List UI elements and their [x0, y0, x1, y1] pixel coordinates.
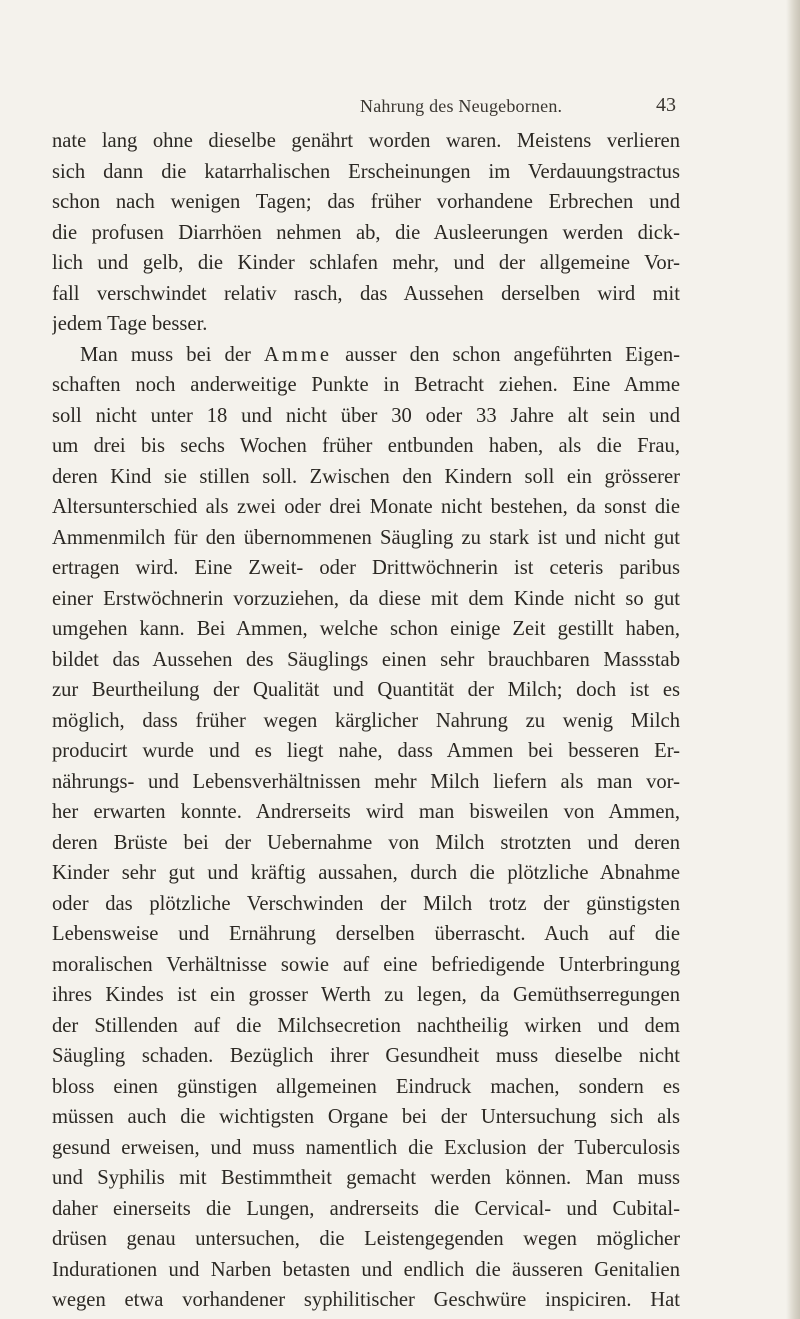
text-line: Ammenmilch für den übernommenen Säugling zu stark ist und nicht gut [52, 526, 680, 549]
text-line: schaften noch anderweitige Punkte in Betracht ziehen. Eine Amme [52, 374, 680, 396]
text-line: moralischen Verhältnisse sowie auf eine befriedigende Unterbringung [52, 953, 680, 976]
text-line: umgehen kann. Bei Ammen, welche schon einige Zeit gestillt haben, [52, 618, 680, 640]
text-line: möglich, dass früher wegen kärglicher Nahrung zu wenig Milch [52, 709, 680, 732]
running-title: Nahrung des Neugebornen. [360, 96, 563, 116]
text-line: schon nach wenigen Tagen; das früher vorhandene Erbrechen und [52, 191, 680, 213]
text-line: und Syphilis mit Bestimmtheit gemacht werden können. Man muss [52, 1167, 680, 1189]
running-header [360, 96, 676, 120]
text-line: Lebensweise und Ernährung derselben überrascht. Auch auf die [52, 923, 680, 945]
text-line [52, 340, 680, 371]
text-line: soll nicht unter 18 und nicht über 30 oder 33 Jahre alt sein und [52, 404, 680, 427]
text-line: ihres Kindes ist ein grosser Werth zu legen, da Gemüthserregungen [52, 984, 680, 1006]
text-line: um drei bis sechs Wochen früher entbunden haben, als die Frau, [52, 435, 680, 457]
text-line: deren Brüste bei der Uebernahme von Milch strotzten und deren [52, 831, 680, 854]
text-line: jedem Tage besser. [52, 313, 208, 335]
text-line: Altersunterschied als zwei oder drei Monate nicht bestehen, da sonst die [52, 496, 680, 518]
text-line: bildet das Aussehen des Säuglings einen sehr brauchbaren Massstab [52, 648, 680, 671]
text-line: Kinder sehr gut und kräftig aussahen, durch die plötzliche Abnahme [52, 862, 680, 884]
text-line: Indurationen und Narben betasten und endlich die äusseren Genitalien [52, 1258, 680, 1281]
text-line: drüsen genau untersuchen, die Leistengegenden wegen möglicher [52, 1228, 680, 1250]
text-line: der Stillenden auf die Milchsecretion nachtheilig wirken und dem [52, 1014, 680, 1037]
text-line: bloss einen günstigen allgemeinen Eindruck machen, sondern es [52, 1075, 680, 1098]
text-line: Säugling schaden. Bezüglich ihrer Gesundheit muss dieselbe nicht [52, 1045, 680, 1067]
body-text [52, 126, 680, 1316]
text-line: oder das plötzliche Verschwinden der Milch trotz der günstigsten [52, 892, 680, 915]
text-line: daher einerseits die Lungen, andrerseits die Cervical- und Cubital- [52, 1197, 680, 1220]
text-line: müssen auch die wichtigsten Organe bei der Untersuchung sich als [52, 1106, 680, 1128]
text-line: zur Beurtheilung der Qualität und Quantität der Milch; doch ist es [52, 679, 680, 701]
text-line: einer Erstwöchnerin vorzuziehen, da diese mit dem Kinde nicht so gut [52, 587, 680, 610]
text-line: producirt wurde und es liegt nahe, dass Ammen bei besseren Er- [52, 740, 680, 762]
text-line: deren Kind sie stillen soll. Zwischen den Kindern soll ein grösserer [52, 465, 680, 488]
text-line: nate lang ohne dieselbe genährt worden waren. Meistens verlieren [52, 130, 680, 152]
text-line: nährungs- und Lebensverhältnissen mehr Milch liefern als man vor- [52, 770, 680, 793]
page-number: 43 [656, 94, 676, 116]
text-line: fall verschwindet relativ rasch, das Aussehen derselben wird mit [52, 282, 680, 305]
text-line: her erwarten konnte. Andrerseits wird man bisweilen von Ammen, [52, 801, 680, 823]
text-segment: Man muss bei der [80, 343, 264, 366]
text-line: die profusen Diarrhöen nehmen ab, die Ausleerungen werden dick- [52, 221, 680, 244]
text-line: gesund erweisen, und muss namentlich die Exclusion der Tuberculosis [52, 1136, 680, 1159]
text-segment: ausser den schon angeführten Eigen- [332, 343, 680, 366]
text-line: sich dann die katarrhalischen Erscheinungen im Verdauungstractus [52, 160, 680, 183]
text-line: ertragen wird. Eine Zweit- oder Drittwöchnerin ist ceteris paribus [52, 557, 680, 579]
emphasized-word: Amme [263, 343, 333, 366]
page-edge-shadow [786, 0, 800, 1319]
text-line: wegen etwa vorhandener syphilitischer Geschwüre inspiciren. Hat [52, 1289, 680, 1311]
text-line: lich und gelb, die Kinder schlafen mehr, und der allgemeine Vor- [52, 252, 680, 274]
